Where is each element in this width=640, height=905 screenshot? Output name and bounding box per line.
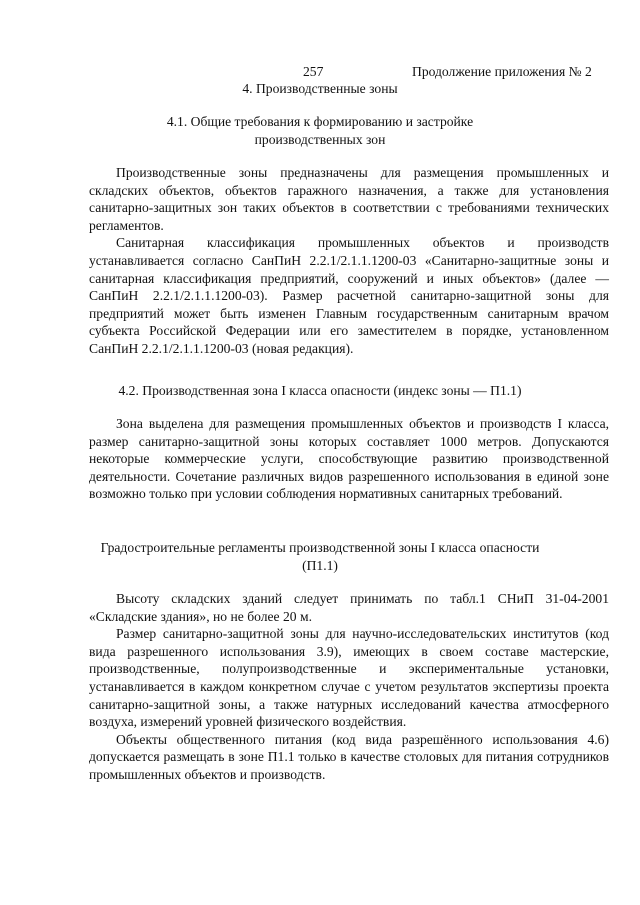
- paragraph-catering: Объекты общественного питания (код вида разрешённого использования 4.6) допускается размещать в зоне П1.1 только в качестве столовых для питания сотрудников промышленных объектов и производств.: [89, 731, 609, 782]
- subsection-4-2-title: 4.2. Производственная зона I класса опасности (индекс зоны — П1.1): [118, 383, 522, 398]
- paragraph-research-institutes: Размер санитарно-защитной зоны для научно-исследовательских институтов (код вида разрешенного использования 3.9), имеющих в своем составе мастерские, производственные, полупроизводственные и экспериментальные установки, устанавливается в каждом конкретном случае с учетом результатов экспертизы проекта санитарно-защитной зоны, а также натурных исследований качества атмосферного воздуха, измерений уровней физического воздействия.: [89, 626, 609, 730]
- regulations-title-line1: Градостроительные регламенты производственной зоны I класса опасности: [100, 540, 540, 555]
- section-title: 4. Производственные зоны: [242, 81, 398, 96]
- subsection-4-1-body: [89, 164, 609, 358]
- page-number: 257: [303, 64, 324, 79]
- regulations-body: [89, 590, 609, 784]
- paragraph-zone-class-1: Зона выделена для размещения промышленных объектов и производств I класса, размер санитарно-защитной зоны которых составляет 1000 метров. Допускаются некоторые коммерческие услуги, способствующие развитию производственной деятельности. Сочетание различных видов разрешенного использования в единой зоне возможно только при условии соблюдения нормативных санитарных требований.: [89, 416, 609, 502]
- appendix-label: Продолжение приложения № 2: [412, 64, 592, 79]
- paragraph-production-zones: Производственные зоны предназначены для размещения промышленных и складских объектов, объектов гаражного назначения, а также для установления санитарно-защитных зон таких объектов в соответствии с требованиями технических регламентов.: [89, 165, 609, 233]
- regulations-title-line2: (П1.1): [302, 558, 338, 573]
- paragraph-warehouse-height: Высоту складских зданий следует принимать по табл.1 СНиП 31-04-2001 «Складские здания», но не более 20 м.: [89, 591, 609, 624]
- paragraph-sanitary-classification: Санитарная классификация промышленных объектов и производств устанавливается согласно СанПиН 2.2.1/2.1.1.1200-03 «Санитарно-защитные зоны и санитарная классификация предприятий, сооружений и иных объектов» (далее — СанПиН 2.2.1/2.1.1.1200-03). Размер расчетной санитарно-защитной зоны для предприятий может быть изменен Главным государственным санитарным врачом субъекта Российской Федерации или его заместителем в порядке, установленном СанПиН 2.2.1/2.1.1.1200-03 (новая редакция).: [89, 235, 609, 356]
- subsection-4-2-body: [89, 415, 609, 503]
- subsection-4-1-title-line2: производственных зон: [254, 132, 386, 147]
- subsection-4-1-title-line1: 4.1. Общие требования к формированию и застройке: [166, 114, 474, 129]
